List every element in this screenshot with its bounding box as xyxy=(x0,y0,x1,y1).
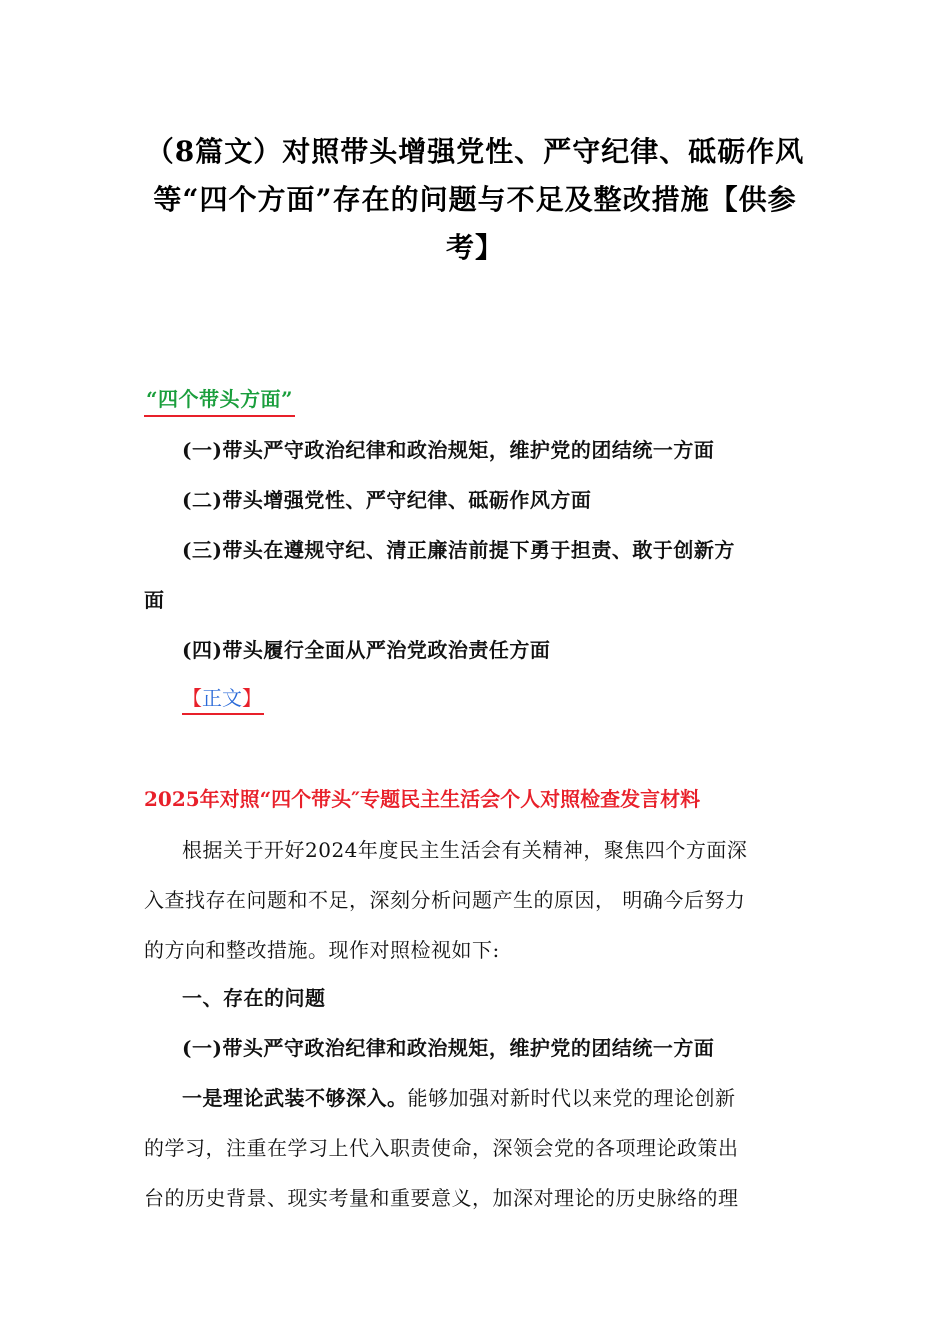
heading-existing-problems: 一、存在的问题 xyxy=(182,986,326,1010)
document-title: （8篇文）对照带头增强党性、严守纪律、砥砺作风等“四个方面”存在的问题与不足及整改措施【供参考】 xyxy=(145,135,805,264)
speech-heading: 2025年对照“四个带头″专题民主生活会个人对照检查发言材料 xyxy=(144,787,701,811)
point-1-line-1 xyxy=(182,1083,736,1113)
intro-line-1: 根据关于开好2024年度民主生活会有关精神，聚焦四个方面深 xyxy=(182,838,748,862)
list-item-1: (一)带头严守政治纪律和政治规矩，维护党的团结统一方面 xyxy=(182,438,715,462)
point-1-line-2: 的学习，注重在学习上代入职责使命，深领会党的各项理论政策出 xyxy=(144,1136,739,1160)
bracket-open: 【 xyxy=(182,686,202,710)
list-item-3-continued: 面 xyxy=(144,588,165,612)
subheading-political-discipline: (一)带头严守政治纪律和政治规矩，维护党的团结统一方面 xyxy=(182,1036,715,1060)
point-1-lead: 一是理论武装不够深入。 xyxy=(182,1086,408,1110)
body-text-marker xyxy=(182,683,264,715)
list-item-4: (四)带头履行全面从严治党政治责任方面 xyxy=(182,638,551,662)
point-1-text: 能够加强对新时代以来党的理论创新 xyxy=(407,1086,736,1110)
point-1-line-3: 台的历史背景、现实考量和重要意义，加深对理论的历史脉络的理 xyxy=(144,1186,739,1210)
intro-line-2: 入查找存在问题和不足，深刻分析问题产生的原因， 明确今后努力 xyxy=(144,888,746,912)
list-item-2: (二)带头增强党性、严守纪律、砥砺作风方面 xyxy=(182,488,592,512)
intro-line-3: 的方向和整改措施。现作对照检视如下: xyxy=(144,938,500,962)
bracket-close: 】 xyxy=(242,686,262,710)
section-heading: “四个带头方面” xyxy=(144,384,295,417)
body-text-marker-label: 正文 xyxy=(202,686,242,710)
list-item-3: (三)带头在遵规守纪、清正廉洁前提下勇于担责、敢于创新方 xyxy=(182,538,735,562)
